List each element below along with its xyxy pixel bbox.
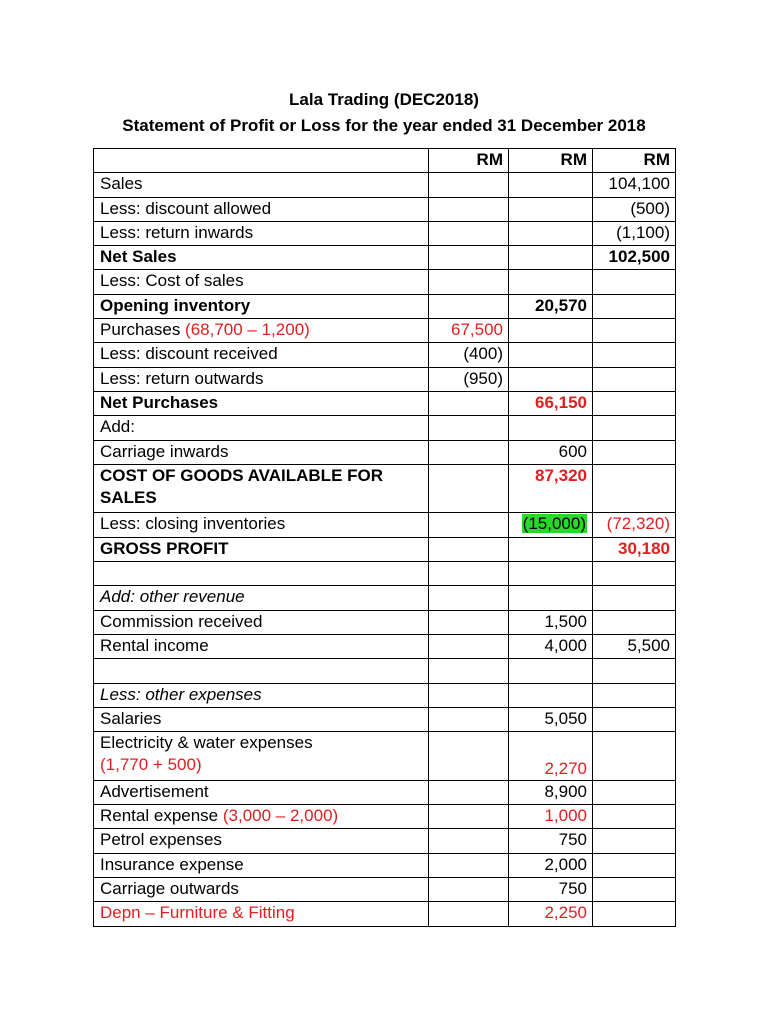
row-value: (72,320)	[593, 513, 676, 537]
table-cell	[429, 562, 509, 586]
table-row	[94, 853, 676, 877]
table-row	[94, 683, 676, 707]
table-cell	[429, 197, 509, 221]
row-label: Less: discount allowed	[94, 197, 429, 221]
table-cell	[593, 343, 676, 367]
table-cell	[509, 537, 593, 561]
table-cell	[593, 562, 676, 586]
table-cell	[593, 367, 676, 391]
table-cell	[429, 829, 509, 853]
table-cell	[429, 221, 509, 245]
column-header-rm: RM	[593, 149, 676, 173]
row-label: Depn – Furniture & Fitting	[94, 902, 429, 926]
table-row	[94, 197, 676, 221]
row-value: 1,000	[509, 805, 593, 829]
row-value: 104,100	[593, 173, 676, 197]
table-cell	[509, 197, 593, 221]
table-cell	[509, 562, 593, 586]
table-row	[94, 464, 676, 513]
row-label: Carriage inwards	[94, 440, 429, 464]
table-cell	[429, 780, 509, 804]
table-cell	[593, 319, 676, 343]
row-value: 8,900	[509, 780, 593, 804]
table-cell	[429, 659, 509, 683]
row-value: (950)	[429, 367, 509, 391]
table-cell	[429, 270, 509, 294]
table-row	[94, 877, 676, 901]
row-value: 5,050	[509, 707, 593, 731]
table-row	[94, 707, 676, 731]
row-value: 750	[509, 829, 593, 853]
table-cell	[429, 416, 509, 440]
row-value: (500)	[593, 197, 676, 221]
row-label: Rental income	[94, 634, 429, 658]
row-value: 4,000	[509, 634, 593, 658]
table-cell	[509, 246, 593, 270]
table-cell	[593, 610, 676, 634]
table-cell	[509, 270, 593, 294]
table-cell	[429, 586, 509, 610]
table-cell	[429, 805, 509, 829]
table-cell	[509, 586, 593, 610]
table-cell	[593, 270, 676, 294]
row-label	[94, 732, 429, 781]
table-row	[94, 562, 676, 586]
table-cell	[593, 853, 676, 877]
table-cell	[509, 416, 593, 440]
highlighted-value: (15,000)	[522, 514, 586, 534]
row-value: 2,270	[509, 732, 593, 781]
row-label: Less: return outwards	[94, 367, 429, 391]
row-value: 5,500	[593, 634, 676, 658]
table-cell	[429, 294, 509, 318]
row-value: 67,500	[429, 319, 509, 343]
row-value: 600	[509, 440, 593, 464]
row-label: Less: closing inventories	[94, 513, 429, 537]
table-cell	[429, 707, 509, 731]
row-label: Net Purchases	[94, 391, 429, 415]
row-value: 750	[509, 877, 593, 901]
table-cell	[593, 659, 676, 683]
table-row	[94, 902, 676, 926]
row-label: Less: Cost of sales	[94, 270, 429, 294]
row-value: (1,100)	[593, 221, 676, 245]
table-row	[94, 440, 676, 464]
row-label: Less: other expenses	[94, 683, 429, 707]
row-label: Carriage outwards	[94, 877, 429, 901]
table-row	[94, 780, 676, 804]
row-label: Commission received	[94, 610, 429, 634]
table-row	[94, 829, 676, 853]
table-cell	[509, 659, 593, 683]
row-value	[509, 513, 593, 537]
row-label-text: Rental expense	[100, 806, 223, 826]
table-cell	[593, 902, 676, 926]
row-label: Opening inventory	[94, 294, 429, 318]
table-cell	[429, 173, 509, 197]
table-cell	[593, 707, 676, 731]
row-label: COST OF GOODS AVAILABLE FOR SALES	[94, 464, 429, 513]
statement-title: Statement of Profit or Loss for the year ended 31 December 2018	[122, 116, 646, 135]
row-label-text: Purchases	[100, 320, 186, 340]
row-label: Insurance expense	[94, 853, 429, 877]
table-cell	[429, 683, 509, 707]
table-row	[94, 513, 676, 537]
row-label	[94, 805, 429, 829]
row-label-note: (1,770 + 500)	[100, 755, 202, 775]
table-cell	[429, 853, 509, 877]
table-row	[94, 246, 676, 270]
table-cell	[429, 537, 509, 561]
table-cell	[593, 732, 676, 781]
row-label: Add: other revenue	[94, 586, 429, 610]
row-label-note: (68,700 – 1,200)	[185, 320, 310, 340]
table-row	[94, 173, 676, 197]
row-value: 30,180	[593, 537, 676, 561]
row-label-note: (3,000 – 2,000)	[222, 806, 339, 826]
table-row	[94, 732, 676, 781]
table-cell	[429, 610, 509, 634]
header-row	[94, 149, 676, 173]
row-label	[94, 319, 429, 343]
table-row	[94, 270, 676, 294]
table-cell	[593, 294, 676, 318]
table-cell	[429, 513, 509, 537]
row-value: 2,000	[509, 853, 593, 877]
table-cell	[509, 343, 593, 367]
table-cell	[429, 464, 509, 513]
table-cell	[429, 634, 509, 658]
row-label-text: Electricity & water expenses	[100, 733, 313, 753]
row-value: 1,500	[509, 610, 593, 634]
column-header-rm: RM	[429, 149, 509, 173]
column-header-rm: RM	[509, 149, 593, 173]
row-label: Advertisement	[94, 780, 429, 804]
table-cell	[593, 464, 676, 513]
table-cell	[429, 877, 509, 901]
table-row	[94, 319, 676, 343]
table-cell	[509, 173, 593, 197]
table-row	[94, 634, 676, 658]
table-row	[94, 367, 676, 391]
table-cell	[593, 391, 676, 415]
table-row	[94, 343, 676, 367]
table-row	[94, 416, 676, 440]
table-cell	[593, 780, 676, 804]
table-cell	[509, 221, 593, 245]
row-value: 20,570	[509, 294, 593, 318]
profit-loss-table	[93, 148, 676, 927]
table-cell	[94, 562, 429, 586]
table-cell	[509, 319, 593, 343]
table-row	[94, 805, 676, 829]
row-value: 102,500	[593, 246, 676, 270]
table-row	[94, 294, 676, 318]
table-cell	[593, 829, 676, 853]
table-row	[94, 221, 676, 245]
table-cell	[429, 440, 509, 464]
row-value: 2,250	[509, 902, 593, 926]
table-cell	[593, 416, 676, 440]
table-cell	[509, 683, 593, 707]
company-title: Lala Trading (DEC2018)	[289, 90, 479, 109]
table-cell	[509, 367, 593, 391]
table-cell	[429, 391, 509, 415]
row-label: Add:	[94, 416, 429, 440]
table-row	[94, 659, 676, 683]
table-cell	[429, 732, 509, 781]
table-cell	[429, 902, 509, 926]
row-label: Net Sales	[94, 246, 429, 270]
table-cell	[593, 586, 676, 610]
row-label: Petrol expenses	[94, 829, 429, 853]
table-row	[94, 586, 676, 610]
row-value: 87,320	[509, 464, 593, 513]
row-value: (400)	[429, 343, 509, 367]
row-value: 66,150	[509, 391, 593, 415]
table-cell	[429, 246, 509, 270]
table-cell	[94, 149, 429, 173]
table-cell	[593, 877, 676, 901]
row-label: Sales	[94, 173, 429, 197]
table-cell	[593, 805, 676, 829]
table-cell	[593, 440, 676, 464]
table-cell	[94, 659, 429, 683]
table-row	[94, 391, 676, 415]
table-cell	[593, 683, 676, 707]
table-row	[94, 537, 676, 561]
row-label: Less: return inwards	[94, 221, 429, 245]
row-label: Salaries	[94, 707, 429, 731]
row-label: GROSS PROFIT	[94, 537, 429, 561]
table-row	[94, 610, 676, 634]
row-label: Less: discount received	[94, 343, 429, 367]
